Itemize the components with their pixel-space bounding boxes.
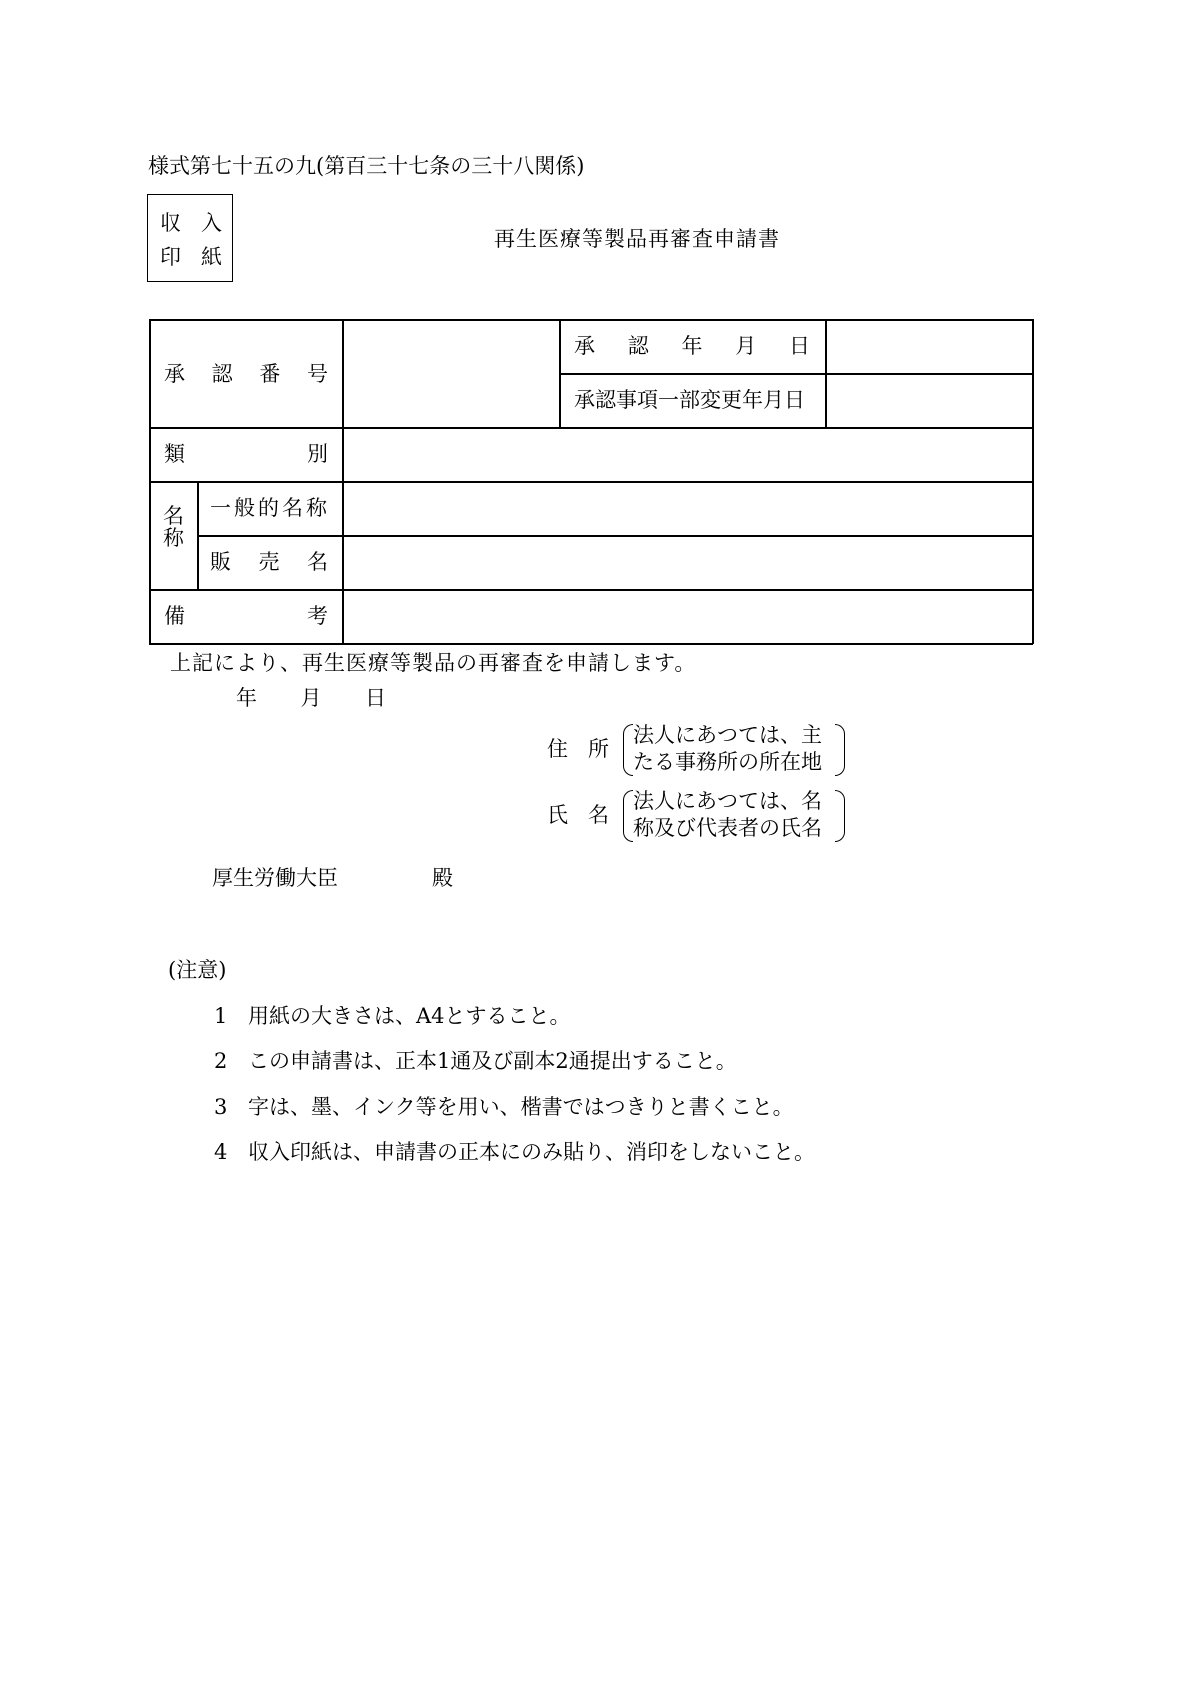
- note-item: [214, 1051, 737, 1072]
- label-char: 販: [210, 550, 231, 574]
- name-note-line-1: 法人にあつては、名: [633, 789, 822, 813]
- note-number: 3: [214, 1095, 228, 1119]
- label-char: 認: [627, 334, 649, 358]
- table-rule: [559, 319, 561, 427]
- note-number: 1: [214, 1004, 228, 1028]
- note-item: [214, 1142, 815, 1163]
- approval-date-label: [574, 336, 810, 357]
- note-number: 2: [214, 1049, 228, 1073]
- notes-heading: (注意): [168, 958, 227, 982]
- note-number: 4: [214, 1140, 228, 1164]
- application-table: [149, 319, 1033, 644]
- table-border: [149, 643, 1033, 645]
- left-bracket: [623, 724, 633, 776]
- date-day: 日: [365, 686, 386, 710]
- label-char: 備: [164, 604, 185, 628]
- label-char: 年: [681, 334, 703, 358]
- label-char: 売: [258, 550, 280, 574]
- label-char: 月: [735, 334, 757, 358]
- stamp-row-1: [160, 213, 222, 234]
- stamp-char: 紙: [201, 245, 222, 269]
- label-char: 考: [307, 604, 328, 628]
- generic-name-label: 一般的名称: [210, 496, 330, 520]
- stamp-row-2: [160, 247, 222, 268]
- note-text: この申請書は、正本1通及び副本2通提出すること。: [248, 1049, 737, 1073]
- remarks-value[interactable]: [342, 589, 1032, 643]
- label-char: 番: [259, 362, 281, 386]
- name-label: [547, 805, 609, 826]
- right-bracket: [835, 724, 845, 776]
- addressee-minister: 厚生労働大臣: [212, 866, 338, 890]
- note-text: 収入印紙は、申請書の正本にのみ貼り、消印をしないこと。: [248, 1140, 815, 1164]
- document-title: 再生医療等製品再審査申請書: [494, 227, 780, 251]
- date-line: [236, 688, 386, 709]
- label-char: 類: [164, 442, 185, 466]
- label-char: 承: [164, 362, 185, 386]
- label-char: 住: [547, 737, 568, 761]
- address-label: [547, 739, 609, 760]
- table-rule: [197, 481, 199, 589]
- note-text: 用紙の大きさは、A4とすること。: [248, 1004, 571, 1028]
- remarks-label: [164, 606, 328, 627]
- label-char: 承: [574, 334, 595, 358]
- left-bracket: [623, 790, 633, 842]
- name-group-label: [163, 505, 185, 549]
- change-date-value[interactable]: [825, 373, 1032, 427]
- label-char: 名: [163, 504, 184, 528]
- sales-name-value[interactable]: [342, 535, 1032, 589]
- form-identifier: 様式第七十五の九(第百三十七条の三十八関係): [148, 154, 585, 178]
- revenue-stamp-box: [147, 194, 233, 282]
- category-value[interactable]: [342, 427, 1032, 481]
- address-note-line-2: たる事務所の所在地: [633, 750, 822, 774]
- label-char: 称: [163, 526, 184, 550]
- sales-name-label: [210, 552, 328, 573]
- name-note-line-2: 称及び代表者の氏名: [633, 816, 822, 840]
- applicant-address: [545, 722, 850, 778]
- change-date-label: 承認事項一部変更年月日: [574, 388, 805, 412]
- label-char: 号: [306, 362, 328, 386]
- note-item: [214, 1097, 794, 1118]
- date-month: 月: [300, 686, 322, 710]
- addressee-honorific: 殿: [432, 866, 453, 890]
- label-char: 認: [211, 362, 233, 386]
- approval-date-value[interactable]: [825, 319, 1032, 373]
- label-char: 名: [588, 803, 609, 827]
- label-char: 氏: [547, 803, 568, 827]
- label-char: 所: [588, 737, 609, 761]
- label-char: 名: [307, 550, 328, 574]
- approval-number-value[interactable]: [342, 319, 559, 427]
- label-char: 日: [789, 334, 810, 358]
- generic-name-value[interactable]: [342, 481, 1032, 535]
- approval-number-label: [164, 364, 328, 385]
- stamp-char: 収: [160, 211, 181, 235]
- note-text: 字は、墨、インク等を用い、楷書ではつきりと書くこと。: [248, 1095, 794, 1119]
- right-bracket: [835, 790, 845, 842]
- application-statement: 上記により、再生医療等製品の再審査を申請します。: [170, 651, 697, 675]
- applicant-name: [545, 788, 850, 844]
- stamp-char: 印: [160, 245, 181, 269]
- category-label: [164, 444, 328, 465]
- label-char: 別: [307, 442, 328, 466]
- note-item: [214, 1006, 571, 1027]
- date-year: 年: [236, 686, 257, 710]
- stamp-char: 入: [201, 211, 222, 235]
- address-note-line-1: 法人にあつては、主: [633, 723, 822, 747]
